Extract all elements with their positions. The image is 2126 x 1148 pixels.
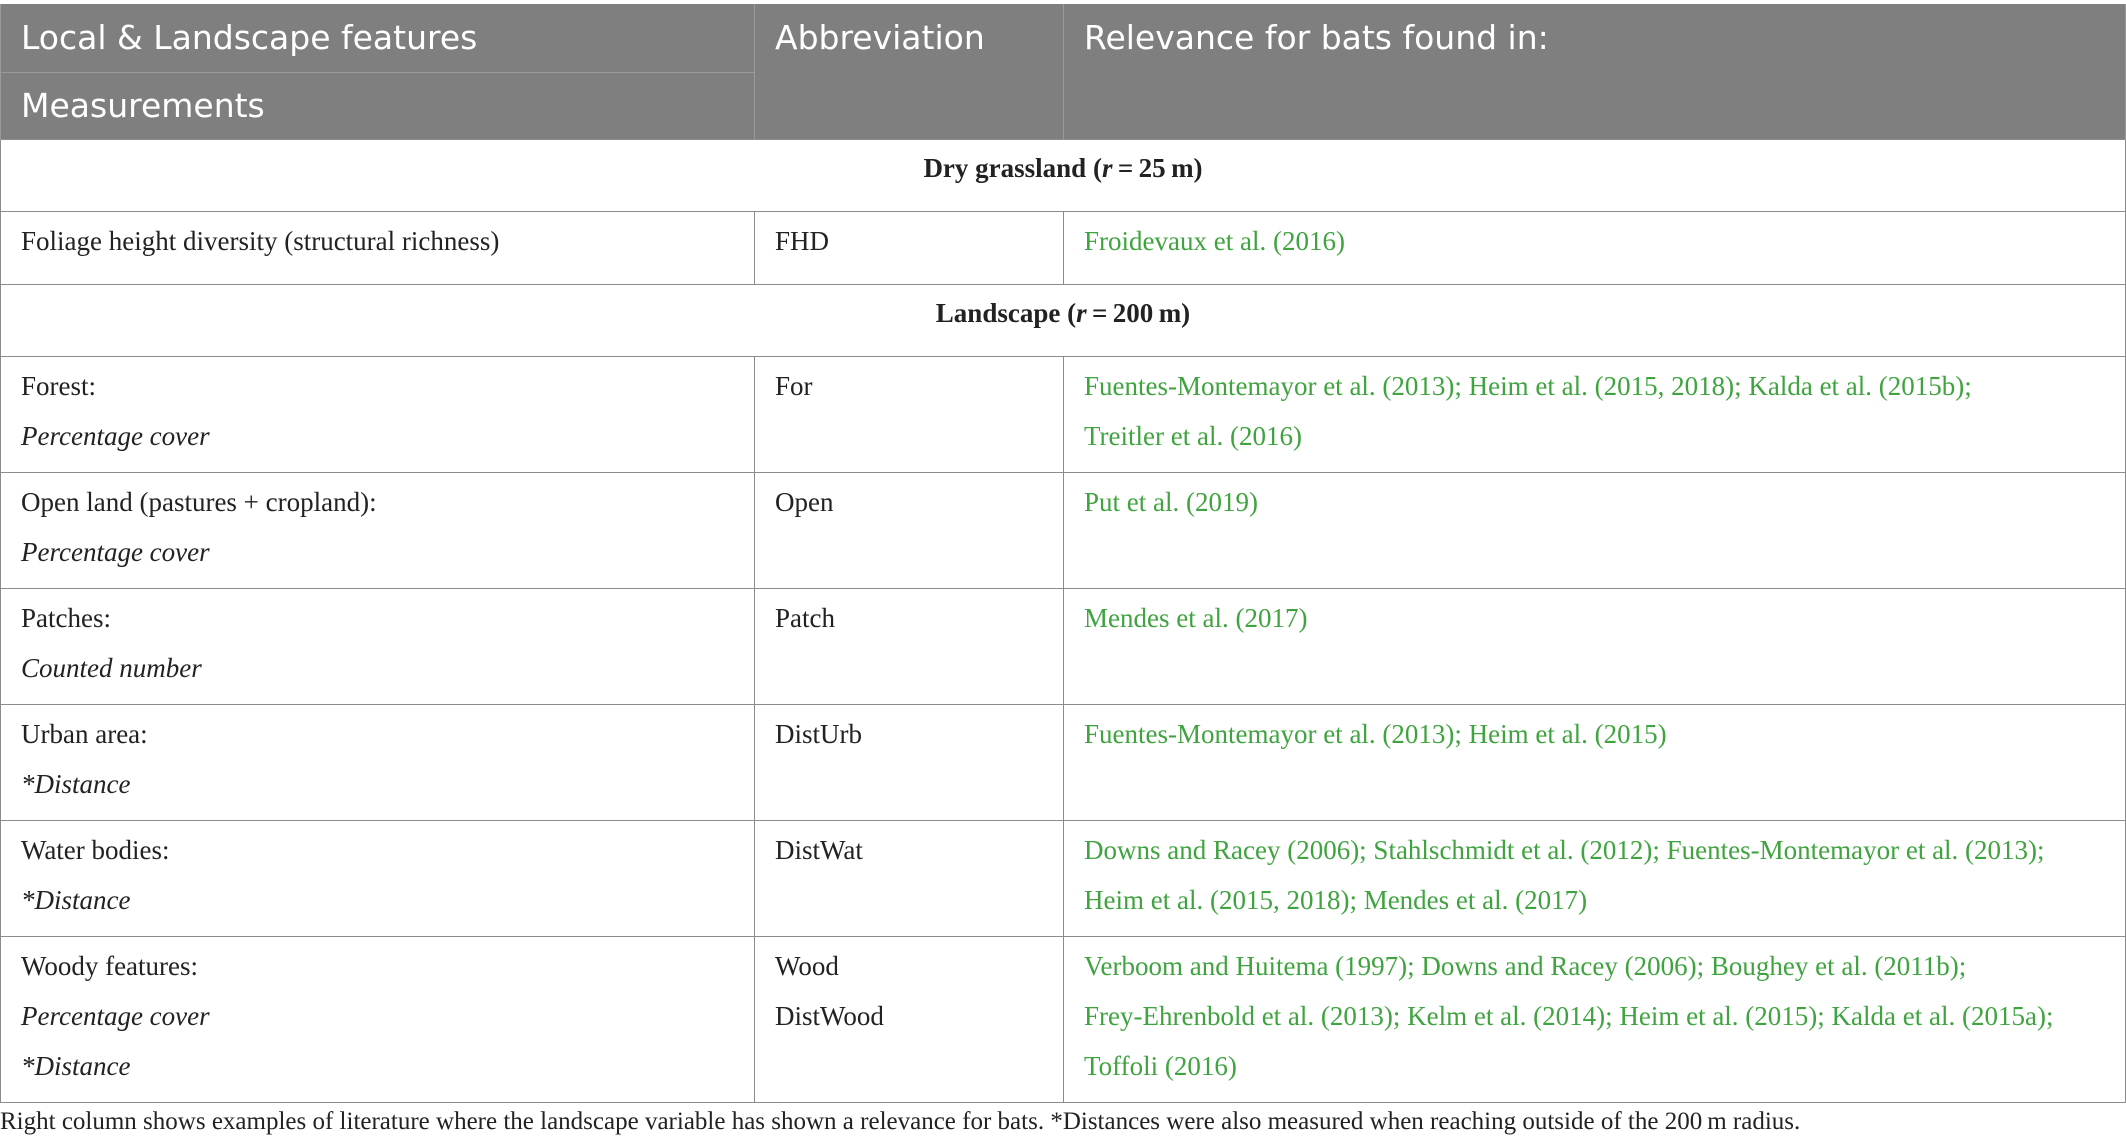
- feature-cell: [1, 821, 755, 937]
- reference-cell: [1064, 937, 2126, 1103]
- abbreviation-text: Patch: [775, 603, 835, 633]
- feature-cell: [1, 357, 755, 473]
- reference-cell: [1064, 212, 2126, 285]
- section-title-value: = 200 m): [1086, 298, 1191, 328]
- reference-text: Heim et al. (2015, 2018); Mendes et al. (2017): [1084, 885, 1588, 915]
- table-row: [1, 589, 2126, 705]
- reference-text: Put et al. (2019): [1084, 487, 1258, 517]
- abbreviation-text: FHD: [775, 226, 830, 256]
- feature-cell: [1, 212, 755, 285]
- abbreviation-cell: [755, 821, 1064, 937]
- abbreviation-text: Open: [775, 487, 834, 517]
- feature-label: Forest:: [21, 371, 97, 401]
- header-abbreviation: Abbreviation: [755, 4, 1064, 140]
- feature-label: Urban area:: [21, 719, 148, 749]
- reference-cell: [1064, 821, 2126, 937]
- header-features: Local & Landscape features: [1, 4, 755, 73]
- header-relevance: Relevance for bats found in:: [1064, 4, 2126, 140]
- section-title: [1, 140, 2126, 212]
- feature-label: Water bodies:: [21, 835, 170, 865]
- abbreviation-text: DistWood: [775, 1001, 884, 1031]
- table-footnote: Right column shows examples of literature where the landscape variable has shown a relevance for bats. *Distances were also measured when reaching outside of the 200 m radius.: [0, 1108, 1801, 1135]
- header-measurements: Measurements: [1, 73, 755, 140]
- reference-text: Fuentes-Montemayor et al. (2013); Heim et al. (2015, 2018); Kalda et al. (2015b);: [1084, 371, 1972, 401]
- feature-cell: [1, 589, 755, 705]
- features-table: [0, 4, 2126, 1103]
- measurement-label: *Distance: [21, 885, 131, 915]
- measurement-label: Percentage cover: [21, 537, 210, 567]
- feature-label: Patches:: [21, 603, 111, 633]
- reference-text: Fuentes-Montemayor et al. (2013); Heim et al. (2015): [1084, 719, 1667, 749]
- abbreviation-cell: [755, 705, 1064, 821]
- measurement-label: *Distance: [21, 769, 131, 799]
- abbreviation-cell: [755, 473, 1064, 589]
- abbreviation-cell: [755, 589, 1064, 705]
- measurement-label: Counted number: [21, 653, 202, 683]
- feature-label: Woody features:: [21, 951, 199, 981]
- section-row-landscape: [1, 285, 2126, 357]
- table-row: [1, 705, 2126, 821]
- abbreviation-text: Wood: [775, 951, 839, 981]
- table-container: [0, 4, 2126, 1103]
- reference-text: Mendes et al. (2017): [1084, 603, 1308, 633]
- reference-cell: [1064, 473, 2126, 589]
- feature-cell: [1, 473, 755, 589]
- measurement-label: Percentage cover: [21, 1001, 210, 1031]
- section-title-text: Landscape (: [935, 298, 1077, 328]
- table-row: [1, 473, 2126, 589]
- abbreviation-cell: [755, 937, 1064, 1103]
- reference-text: Verboom and Huitema (1997); Downs and Racey (2006); Boughey et al. (2011b);: [1084, 951, 1967, 981]
- abbreviation-cell: [755, 212, 1064, 285]
- abbreviation-text: DistUrb: [775, 719, 862, 749]
- section-title-value: = 25 m): [1112, 153, 1203, 183]
- abbreviation-text: DistWat: [775, 835, 863, 865]
- table-row: [1, 357, 2126, 473]
- reference-text: Downs and Racey (2006); Stahlschmidt et al. (2012); Fuentes-Montemayor et al. (2013);: [1084, 835, 2045, 865]
- section-title: [1, 285, 2126, 357]
- reference-cell: [1064, 589, 2126, 705]
- table-row: [1, 212, 2126, 285]
- table-row: [1, 821, 2126, 937]
- measurement-label: Percentage cover: [21, 421, 210, 451]
- reference-text: Frey-Ehrenbold et al. (2013); Kelm et al. (2014); Heim et al. (2015); Kalda et al. (2015a);: [1084, 1001, 2054, 1031]
- section-title-variable: r: [1076, 298, 1087, 328]
- abbreviation-text: For: [775, 371, 813, 401]
- feature-label: Open land (pastures + cropland):: [21, 487, 377, 517]
- section-row-dry-grassland: [1, 140, 2126, 212]
- reference-cell: [1064, 705, 2126, 821]
- section-title-variable: r: [1101, 153, 1113, 183]
- reference-text: Froidevaux et al. (2016): [1084, 226, 1345, 256]
- feature-cell: [1, 937, 755, 1103]
- reference-text: Treitler et al. (2016): [1084, 421, 1302, 451]
- feature-label: Foliage height diversity (structural richness): [21, 226, 500, 256]
- reference-cell: [1064, 357, 2126, 473]
- measurement-label: *Distance: [21, 1051, 131, 1081]
- reference-text: Toffoli (2016): [1084, 1051, 1237, 1081]
- table-row: [1, 937, 2126, 1103]
- feature-cell: [1, 705, 755, 821]
- section-title-text: Dry grassland (: [923, 153, 1102, 183]
- table-header: [1, 4, 2126, 140]
- abbreviation-cell: [755, 357, 1064, 473]
